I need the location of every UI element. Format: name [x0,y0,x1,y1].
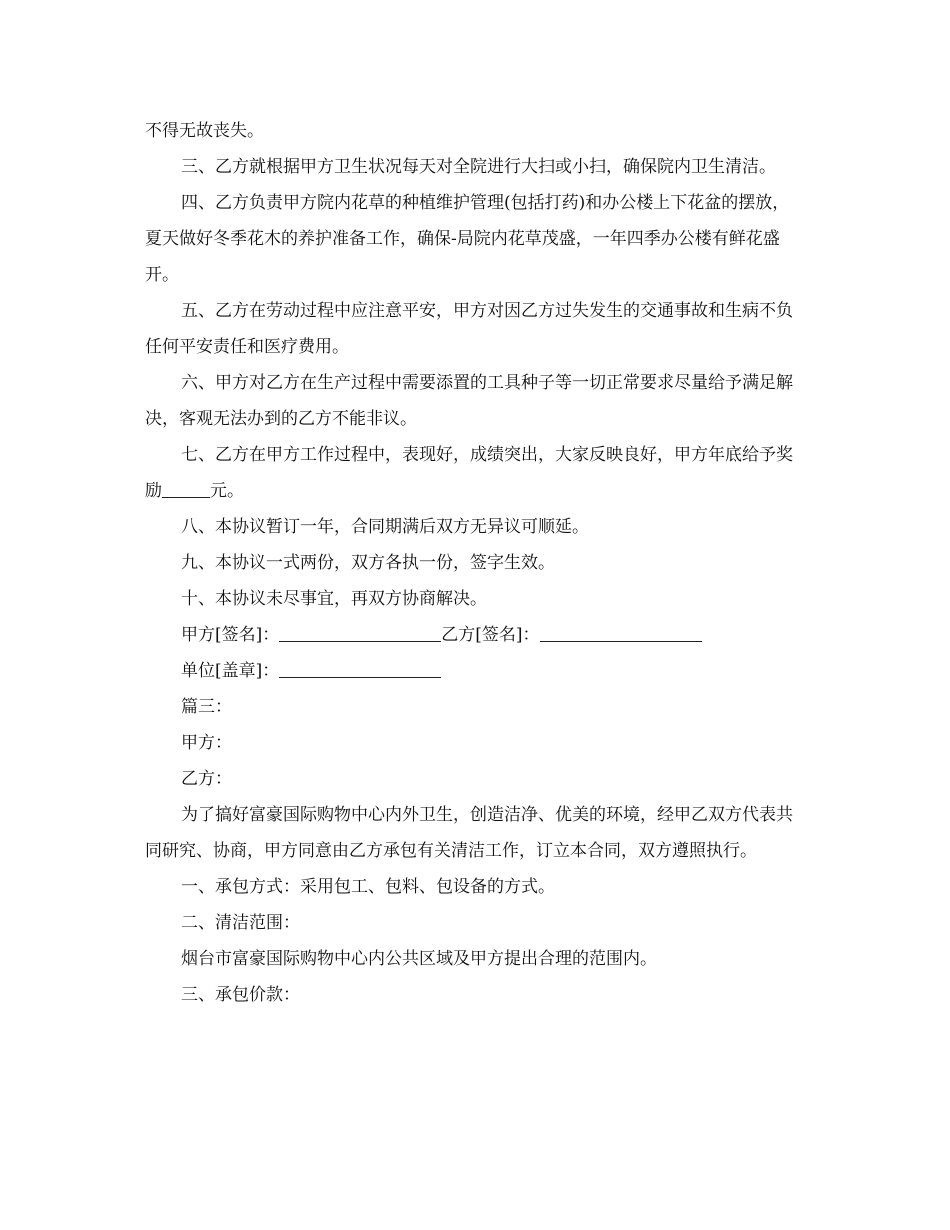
paragraph-item-2-body: 烟台市富豪国际购物中心内公共区域及甲方提出合理的范围内。 [181,949,657,969]
signature-line [145,617,805,653]
paragraph-clause-9: 九、本协议一式两份，双方各执一份，签字生效。 [181,553,555,573]
paragraph-clause-6: 六、甲方对乙方在生产过程中需要添置的工具种子等一切正常要求尽量给予满足解决，客观无法办到的乙方不能非议。 [145,373,793,429]
paragraph-intro: 为了搞好富豪国际购物中心内外卫生，创造洁净、优美的环境，经甲乙双方代表共同研究、协商，甲方同意由乙方承包有关清洁工作，订立本合同，双方遵照执行。 [145,805,793,861]
seal-blank [279,659,441,678]
paragraph-clause-8: 八、本协议暂订一年，合同期满后双方无异议可顺延。 [181,517,589,537]
clause-7-unit: 元。 [210,481,244,501]
party-b-signature-blank [540,623,702,642]
paragraph-item-2-title: 二、清洁范围： [181,913,300,933]
party-a-label: 甲方： [181,733,232,753]
section-title: 篇三： [181,697,232,717]
reward-amount-blank [162,479,210,498]
paragraph-clause-7 [145,437,805,509]
seal-line [145,653,805,689]
document-body [145,113,805,1013]
party-b-label: 乙方： [181,769,232,789]
clause-7-text: 七、乙方在甲方工作过程中，表现好，成绩突出，大家反映良好，甲方年底给予奖励 [145,445,793,501]
paragraph-continuation: 不得无故丧失。 [145,121,264,141]
paragraph-item-3-title: 三、承包价款： [181,985,300,1005]
party-a-signature-label: 甲方[签名]： [181,625,280,645]
seal-label: 单位[盖章]： [181,661,280,681]
paragraph-item-1: 一、承包方式：采用包工、包料、包设备的方式。 [181,877,555,897]
paragraph-clause-5: 五、乙方在劳动过程中应注意平安，甲方对因乙方过失发生的交通事故和生病不负任何平安责任和医疗费用。 [145,301,793,357]
party-a-signature-blank [279,623,441,642]
paragraph-clause-4: 四、乙方负责甲方院内花草的种植维护管理(包括打药)和办公楼上下花盆的摆放，夏天做好冬季花木的养护准备工作，确保-局院内花草茂盛，一年四季办公楼有鲜花盛开。 [145,193,790,285]
party-b-signature-label: 乙方[签名]： [441,625,540,645]
paragraph-clause-10: 十、本协议未尽事宜，再双方协商解决。 [181,589,487,609]
paragraph-clause-3: 三、乙方就根据甲方卫生状况每天对全院进行大扫或小扫，确保院内卫生清洁。 [181,157,776,177]
